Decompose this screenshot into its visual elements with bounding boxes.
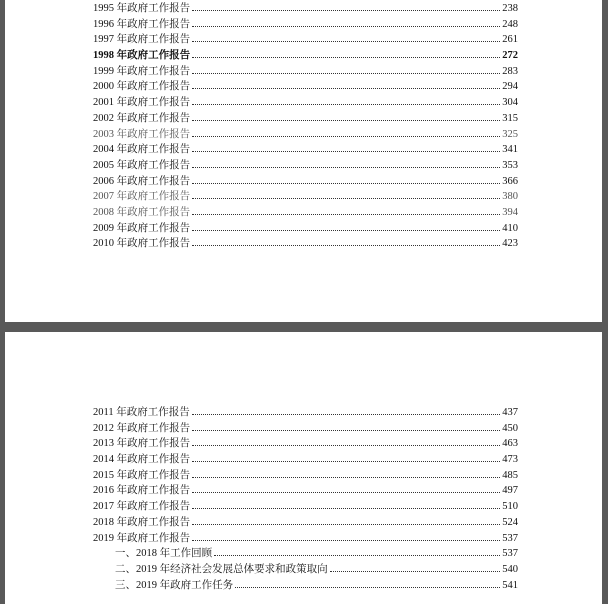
dot-leader xyxy=(192,539,500,541)
toc-subentry[interactable] xyxy=(93,578,518,594)
toc-entry[interactable] xyxy=(93,32,518,48)
toc-entry-title: 1999 年政府工作报告 xyxy=(93,65,191,77)
toc-entry[interactable] xyxy=(93,95,518,111)
toc-entry[interactable] xyxy=(93,205,518,221)
toc-entry[interactable] xyxy=(93,189,518,205)
dot-leader xyxy=(192,103,500,105)
toc-entry-page: 238 xyxy=(502,3,518,14)
dot-leader xyxy=(192,429,500,431)
toc-entry-title: 2003 年政府工作报告 xyxy=(93,128,191,140)
toc-entry-title: 2013 年政府工作报告 xyxy=(93,438,191,450)
toc-entry-page: 341 xyxy=(502,144,518,156)
toc-entry-title: 2007 年政府工作报告 xyxy=(93,191,191,203)
toc-entry-title: 2000 年政府工作报告 xyxy=(93,81,191,93)
toc-entry-page: 353 xyxy=(502,159,518,171)
dot-leader xyxy=(192,87,500,89)
dot-leader xyxy=(192,56,500,58)
toc-entry-page: 248 xyxy=(502,18,518,30)
toc-entry-title: 2005 年政府工作报告 xyxy=(93,159,191,171)
toc-entry-title: 2002 年政府工作报告 xyxy=(93,112,191,124)
toc-entry-title: 1996 年政府工作报告 xyxy=(93,18,191,30)
document-page-1 xyxy=(5,0,602,322)
toc-entry-page: 524 xyxy=(502,516,518,528)
toc-entry-title: 2004 年政府工作报告 xyxy=(93,144,191,156)
toc-entry-page: 366 xyxy=(502,175,518,187)
toc-entry-page: 473 xyxy=(502,454,518,466)
toc-entry-page: 537 xyxy=(502,532,518,544)
toc-entry-page: 304 xyxy=(502,97,518,109)
toc-entry[interactable] xyxy=(93,48,518,64)
dot-leader xyxy=(192,182,500,184)
toc-entry-page: 437 xyxy=(502,407,518,418)
toc-entry-page: 380 xyxy=(502,191,518,203)
document-page-2 xyxy=(5,332,602,604)
toc-entry-title: 2019 年政府工作报告 xyxy=(93,532,191,544)
toc-entry-page: 540 xyxy=(502,563,518,575)
dot-leader xyxy=(192,25,500,27)
toc-entry-title: 2016 年政府工作报告 xyxy=(93,485,191,497)
table-of-contents xyxy=(93,405,518,593)
toc-entry-page: 272 xyxy=(502,50,518,62)
dot-leader xyxy=(192,213,500,215)
toc-subentry[interactable] xyxy=(93,562,518,578)
toc-entry-page: 537 xyxy=(502,548,518,560)
toc-entry-page: 541 xyxy=(502,579,518,591)
toc-entry-page: 497 xyxy=(502,485,518,497)
toc-entry[interactable] xyxy=(93,452,518,468)
toc-entry[interactable] xyxy=(93,405,518,421)
dot-leader xyxy=(192,9,500,11)
toc-entry-page: 294 xyxy=(502,81,518,93)
dot-leader xyxy=(192,166,500,168)
toc-entry[interactable] xyxy=(93,421,518,437)
toc-entry[interactable] xyxy=(93,79,518,95)
dot-leader xyxy=(192,444,500,446)
toc-entry-title: 2012 年政府工作报告 xyxy=(93,422,191,434)
toc-entry-page: 410 xyxy=(502,222,518,234)
dot-leader xyxy=(192,476,500,478)
toc-entry[interactable] xyxy=(93,127,518,143)
toc-entry-title: 三、2019 年政府工作任务 xyxy=(115,579,234,591)
toc-entry-page: 394 xyxy=(502,206,518,218)
toc-entry[interactable] xyxy=(93,158,518,174)
dot-leader xyxy=(192,413,501,415)
toc-entry-page: 463 xyxy=(502,438,518,450)
dot-leader xyxy=(192,150,500,152)
toc-entry[interactable] xyxy=(93,499,518,515)
toc-entry[interactable] xyxy=(93,515,518,531)
toc-entry-page: 450 xyxy=(502,422,518,434)
toc-entry-title: 2010 年政府工作报告 xyxy=(93,238,191,250)
dot-leader xyxy=(192,460,500,462)
toc-entry[interactable] xyxy=(93,1,518,17)
dot-leader xyxy=(214,554,500,556)
dot-leader xyxy=(192,135,500,137)
toc-entry[interactable] xyxy=(93,436,518,452)
toc-entry[interactable] xyxy=(93,468,518,484)
toc-entry[interactable] xyxy=(93,17,518,33)
toc-entry-title: 1997 年政府工作报告 xyxy=(93,34,191,46)
toc-entry-page: 485 xyxy=(502,469,518,481)
toc-entry-page: 325 xyxy=(502,128,518,140)
toc-entry-page: 315 xyxy=(502,112,518,124)
dot-leader xyxy=(192,491,500,493)
toc-entry-title: 2011 年政府工作报告 xyxy=(93,407,190,418)
toc-entry-page: 261 xyxy=(502,34,518,46)
toc-entry-title: 2008 年政府工作报告 xyxy=(93,206,191,218)
toc-subentry[interactable] xyxy=(93,546,518,562)
dot-leader xyxy=(192,244,500,246)
toc-entry[interactable] xyxy=(93,483,518,499)
dot-leader xyxy=(192,507,500,509)
toc-entry-page: 283 xyxy=(502,65,518,77)
toc-entry[interactable] xyxy=(93,221,518,237)
toc-entry[interactable] xyxy=(93,142,518,158)
toc-entry-title: 2015 年政府工作报告 xyxy=(93,469,191,481)
dot-leader xyxy=(192,72,500,74)
toc-entry-title: 2017 年政府工作报告 xyxy=(93,501,191,513)
dot-leader xyxy=(192,197,500,199)
toc-entry[interactable] xyxy=(93,236,518,252)
toc-entry-title: 1995 年政府工作报告 xyxy=(93,3,191,14)
table-of-contents xyxy=(93,1,518,252)
dot-leader xyxy=(192,119,500,121)
toc-entry-title: 2001 年政府工作报告 xyxy=(93,97,191,109)
toc-entry-title: 2006 年政府工作报告 xyxy=(93,175,191,187)
dot-leader xyxy=(192,229,500,231)
toc-entry-title: 2009 年政府工作报告 xyxy=(93,222,191,234)
toc-entry-page: 510 xyxy=(502,501,518,513)
dot-leader xyxy=(235,586,500,588)
dot-leader xyxy=(192,523,500,525)
toc-entry[interactable] xyxy=(93,64,518,80)
toc-entry-title: 二、2019 年经济社会发展总体要求和政策取向 xyxy=(115,563,328,575)
toc-entry[interactable] xyxy=(93,531,518,547)
toc-entry-page: 423 xyxy=(502,238,518,250)
toc-entry[interactable] xyxy=(93,111,518,127)
toc-entry-title: 1998 年政府工作报告 xyxy=(93,50,191,62)
toc-entry-title: 一、2018 年工作回顾 xyxy=(115,548,213,560)
toc-entry[interactable] xyxy=(93,174,518,190)
dot-leader xyxy=(330,570,501,572)
dot-leader xyxy=(192,40,500,42)
toc-entry-title: 2014 年政府工作报告 xyxy=(93,454,191,466)
toc-entry-title: 2018 年政府工作报告 xyxy=(93,516,191,528)
